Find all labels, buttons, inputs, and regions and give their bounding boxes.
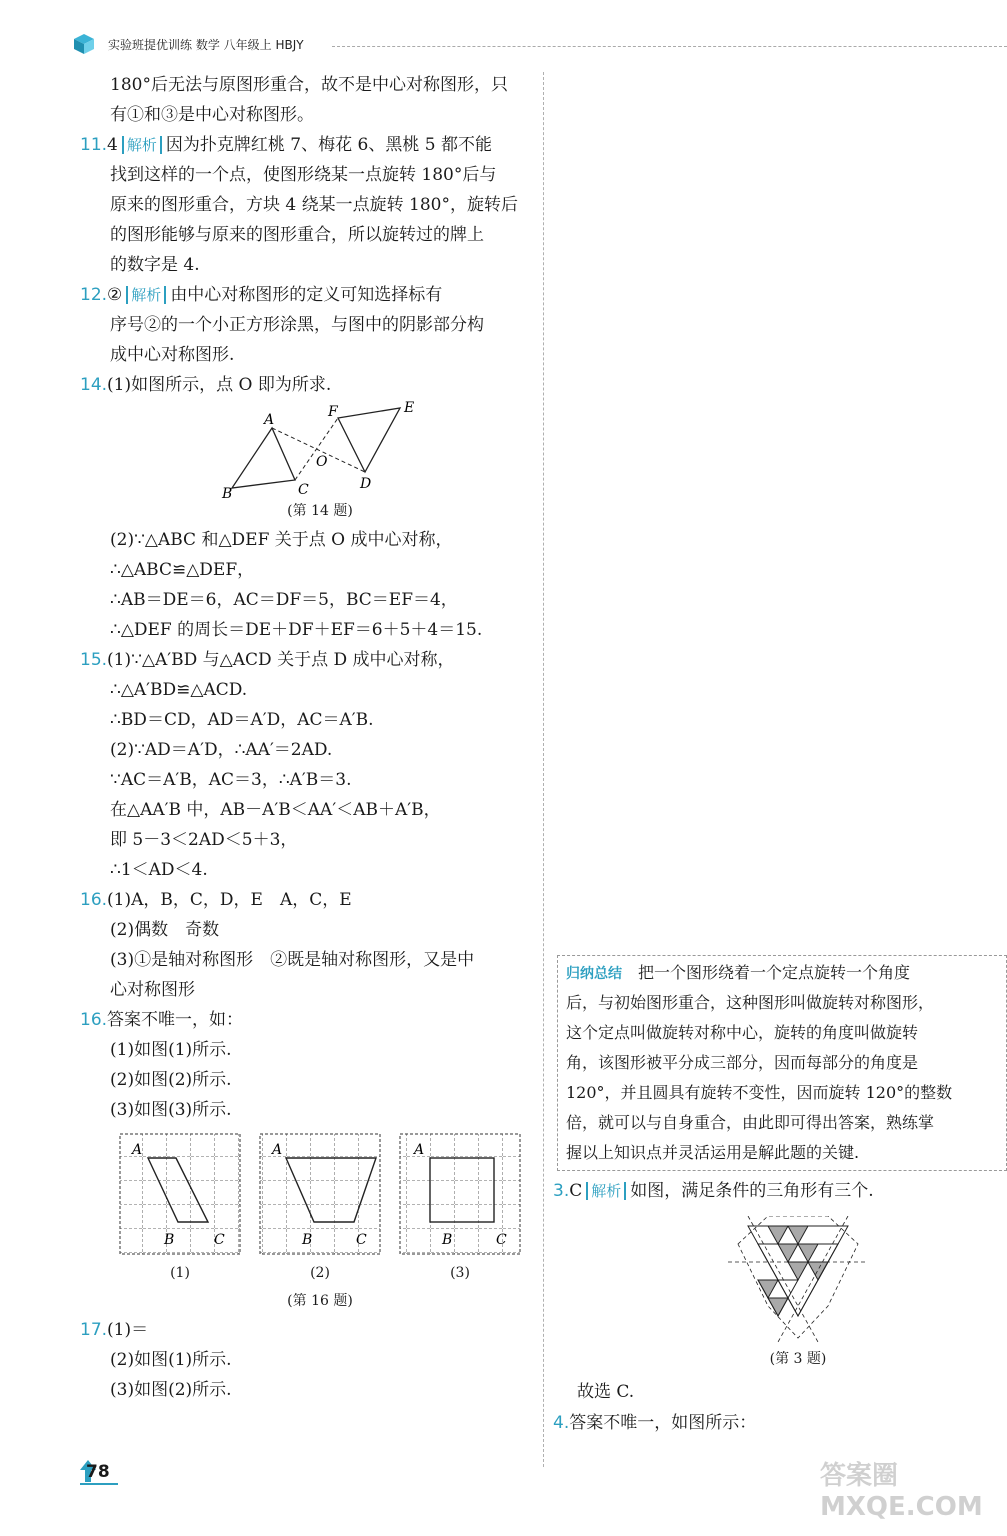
label-B: B xyxy=(164,1232,175,1248)
answer: ② xyxy=(107,285,123,305)
question-number: 3. xyxy=(553,1181,570,1201)
text-line: ∴△DEF 的周长＝DE＋DF＋EF＝6＋5＋4＝15. xyxy=(110,620,483,640)
book-logo-icon xyxy=(72,32,96,56)
text-line: (3)如图(3)所示. xyxy=(110,1100,232,1120)
question-number: 4. xyxy=(553,1413,570,1433)
question-number: 11. xyxy=(80,135,108,155)
question-number: 16. xyxy=(80,890,108,910)
question-number: 16. xyxy=(80,1010,108,1030)
text-line: 成中心对称图形. xyxy=(110,345,235,365)
text-line: (1)∵△A′BD 与△ACD 关于点 D 成中心对称， xyxy=(107,650,455,670)
label-B: B xyxy=(302,1232,313,1248)
header-title: 实验班提优训练 数学 八年级上 HBJY xyxy=(108,38,304,52)
page-number: 78 xyxy=(86,1462,110,1482)
figure-16-sub-3: (3) xyxy=(450,1265,470,1281)
figure-3-caption: (第 3 题) xyxy=(769,1351,827,1367)
text-line: 在△AA′B 中，AB－A′B＜AA′＜AB＋A′B， xyxy=(110,800,441,820)
text-line: (1)如图所示，点 O 即为所求. xyxy=(107,375,332,395)
text-line: 找到这样的一个点，使图形绕某一点旋转 180°后与 xyxy=(110,165,497,185)
text-line: 的图形能够与原来的图形重合，所以旋转过的牌上 xyxy=(110,225,484,245)
text-line: ∴AB＝DE＝6，AC＝DF＝5，BC＝EF＝4， xyxy=(110,590,458,610)
text-line: (1)＝ xyxy=(107,1320,149,1340)
label-C: C xyxy=(214,1232,225,1248)
label-B: B xyxy=(222,486,233,500)
question-number: 12. xyxy=(80,285,108,305)
question-number: 17. xyxy=(80,1320,108,1340)
text-line: ∴△A′BD≌△ACD. xyxy=(110,680,248,700)
text-line: (2)∵AD＝A′D，∴AA′＝2AD. xyxy=(110,740,333,760)
text-line: (3)如图(2)所示. xyxy=(110,1380,232,1400)
label-A: A xyxy=(414,1142,425,1158)
figure-16-grids xyxy=(118,1132,528,1262)
page-header xyxy=(72,30,1007,60)
analysis-tag: 解析 xyxy=(586,1182,626,1200)
header-rule xyxy=(332,46,1007,47)
text-line: 握以上知识点并灵活运用是解此题的关键. xyxy=(566,1143,860,1162)
question-s3 xyxy=(553,1176,874,1206)
text-line: 倍，就可以与自身重合，由此即可得出答案，熟练掌 xyxy=(566,1113,935,1132)
text-line: 答案不唯一，如： xyxy=(107,1010,244,1030)
label-C: C xyxy=(298,482,309,498)
text-line: ∴1＜AD＜4. xyxy=(110,860,208,880)
label-A: A xyxy=(272,1142,283,1158)
text-line: (1)A，B，C，D，E A，C，E xyxy=(107,890,352,910)
summary-box xyxy=(557,955,1007,1171)
text-line: (2)∵△ABC 和△DEF 关于点 O 成中心对称， xyxy=(110,530,453,550)
question-14 xyxy=(80,370,331,400)
text-line: 角，该图形被平分成三部分，因而每部分的角度是 xyxy=(566,1053,919,1072)
right-column-lower xyxy=(553,1176,1007,1476)
question-16b xyxy=(80,1005,243,1035)
text-line: 把一个图形绕着一个定点旋转一个角度 xyxy=(638,963,911,982)
label-F: F xyxy=(328,404,338,420)
text-line: 因为扑克牌红桃 7、梅花 6、黑桃 5 都不能 xyxy=(165,135,492,155)
answer: 4 xyxy=(107,135,118,155)
question-15 xyxy=(80,645,455,675)
text-line: (2)如图(1)所示. xyxy=(110,1350,232,1370)
watermark: 答案圈 MXQE.COM xyxy=(820,1461,983,1522)
figure-16-sub-2: (2) xyxy=(310,1265,330,1281)
text-line: 答案不唯一，如图所示： xyxy=(569,1413,757,1433)
label-O: O xyxy=(316,454,328,470)
label-A: A xyxy=(264,412,275,428)
text-line: (2)如图(2)所示. xyxy=(110,1070,232,1090)
label-B: B xyxy=(442,1232,453,1248)
text-line: 有①和③是中心对称图形。 xyxy=(110,105,314,125)
text-line: ∴BD＝CD，AD＝A′D，AC＝A′B. xyxy=(110,710,374,730)
label-A: A xyxy=(132,1142,143,1158)
text-line: 后，与初始图形重合，这种图形叫做旋转对称图形， xyxy=(566,993,935,1012)
question-11 xyxy=(80,130,492,160)
summary-tag: 归纳总结 xyxy=(566,966,622,982)
figure-16-sub-1: (1) xyxy=(170,1265,190,1281)
text-line: 心对称图形 xyxy=(110,980,195,1000)
answer: C xyxy=(569,1181,583,1201)
label-D: D xyxy=(360,476,372,492)
text-line: (3)①是轴对称图形 ②既是轴对称图形，又是中 xyxy=(110,950,475,970)
question-number: 14. xyxy=(80,375,108,395)
analysis-tag: 解析 xyxy=(126,286,166,304)
column-divider xyxy=(543,72,544,1467)
figure-3-triangles xyxy=(728,1216,868,1346)
question-s4 xyxy=(553,1408,756,1438)
text-line: 这个定点叫做旋转对称中心，旋转的角度叫做旋转 xyxy=(566,1023,919,1042)
figure-14-caption: (第 14 题) xyxy=(287,503,353,519)
text-line: ∴△ABC≌△DEF， xyxy=(110,560,255,580)
figure-16-caption: (第 16 题) xyxy=(287,1293,353,1309)
question-12 xyxy=(80,280,442,310)
text-line: 120°，并且圆具有旋转不变性，因而旋转 120°的整数 xyxy=(566,1083,953,1102)
question-17 xyxy=(80,1315,148,1345)
text-line: 故选 C. xyxy=(577,1382,635,1402)
text-line: 即 5－3＜2AD＜5＋3， xyxy=(110,830,298,850)
text-line: (2)偶数 奇数 xyxy=(110,920,220,940)
analysis-tag: 解析 xyxy=(122,136,162,154)
summary-line xyxy=(566,958,910,988)
label-C: C xyxy=(496,1232,507,1248)
text-line: ∵AC＝A′B，AC＝3，∴A′B＝3. xyxy=(110,770,352,790)
label-C: C xyxy=(356,1232,367,1248)
text-line: 由中心对称图形的定义可知选择标有 xyxy=(170,285,443,305)
text-line: 原来的图形重合，方块 4 绕某一点旋转 180°，旋转后 xyxy=(110,195,518,215)
text-line: 序号②的一个小正方形涂黑，与图中的阴影部分构 xyxy=(110,315,484,335)
label-E: E xyxy=(404,400,415,416)
text-line: 的数字是 4. xyxy=(110,255,200,275)
question-16a xyxy=(80,885,352,915)
text-line: 如图，满足条件的三角形有三个. xyxy=(630,1181,874,1201)
figure-14-triangles xyxy=(220,400,420,500)
text-line: (1)如图(1)所示. xyxy=(110,1040,232,1060)
text-line: 180°后无法与原图形重合，故不是中心对称图形，只 xyxy=(110,75,508,95)
question-number: 15. xyxy=(80,650,108,670)
